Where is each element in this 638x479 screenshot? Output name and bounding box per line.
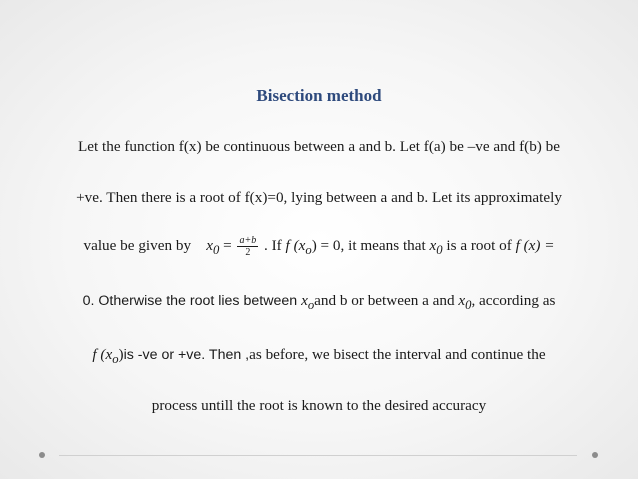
bullet-dot-icon	[592, 452, 598, 458]
text-segment: is -ve or +ve. Then ,	[123, 347, 250, 363]
fraction-numerator: a+b	[239, 235, 257, 246]
text-line-6: process untill the root is known to the desired accuracy	[151, 397, 487, 414]
math-f-xo: f ($x_o$	[92, 346, 119, 367]
text-line-1: Let the function f(x) be continuous between a and b. Let f(a) be –ve and f(b) be	[77, 138, 560, 155]
math-f-x: f (x) =	[515, 236, 555, 254]
text-segment: 0. Otherwise the root lies between	[82, 293, 302, 309]
text-segment: as before, we bisect the interval and continue the	[249, 346, 546, 363]
math-eq: =	[223, 236, 236, 254]
text-segment: , according as	[471, 292, 556, 309]
fraction-denominator: 2	[245, 247, 251, 258]
text-segment: . If	[264, 236, 286, 254]
bullet-dot-icon	[39, 452, 45, 458]
text-line-3	[0, 235, 638, 258]
math-f-x0: f ($x_o$	[285, 236, 312, 258]
math-x0: $x_0$	[429, 236, 443, 258]
math-x0: $x_0$	[206, 236, 220, 258]
slide-title: Bisection method	[256, 86, 382, 105]
math-xo: $x_o$	[301, 292, 315, 313]
text-segment: ) = 0, it means that	[311, 236, 430, 254]
text-segment: value be given by	[83, 236, 192, 254]
text-segment: is a root of	[446, 236, 516, 254]
text-line-2: +ve. Then there is a root of f(x)=0, lying between a and b. Let its approximately	[76, 189, 562, 206]
text-line-4	[0, 292, 638, 313]
math-fraction	[237, 235, 258, 258]
text-segment: )	[118, 346, 124, 363]
math-x0: $x_0$	[458, 292, 472, 313]
text-line-5	[0, 346, 638, 367]
footer-divider	[59, 455, 577, 456]
text-segment: and b or between a and	[314, 292, 459, 309]
